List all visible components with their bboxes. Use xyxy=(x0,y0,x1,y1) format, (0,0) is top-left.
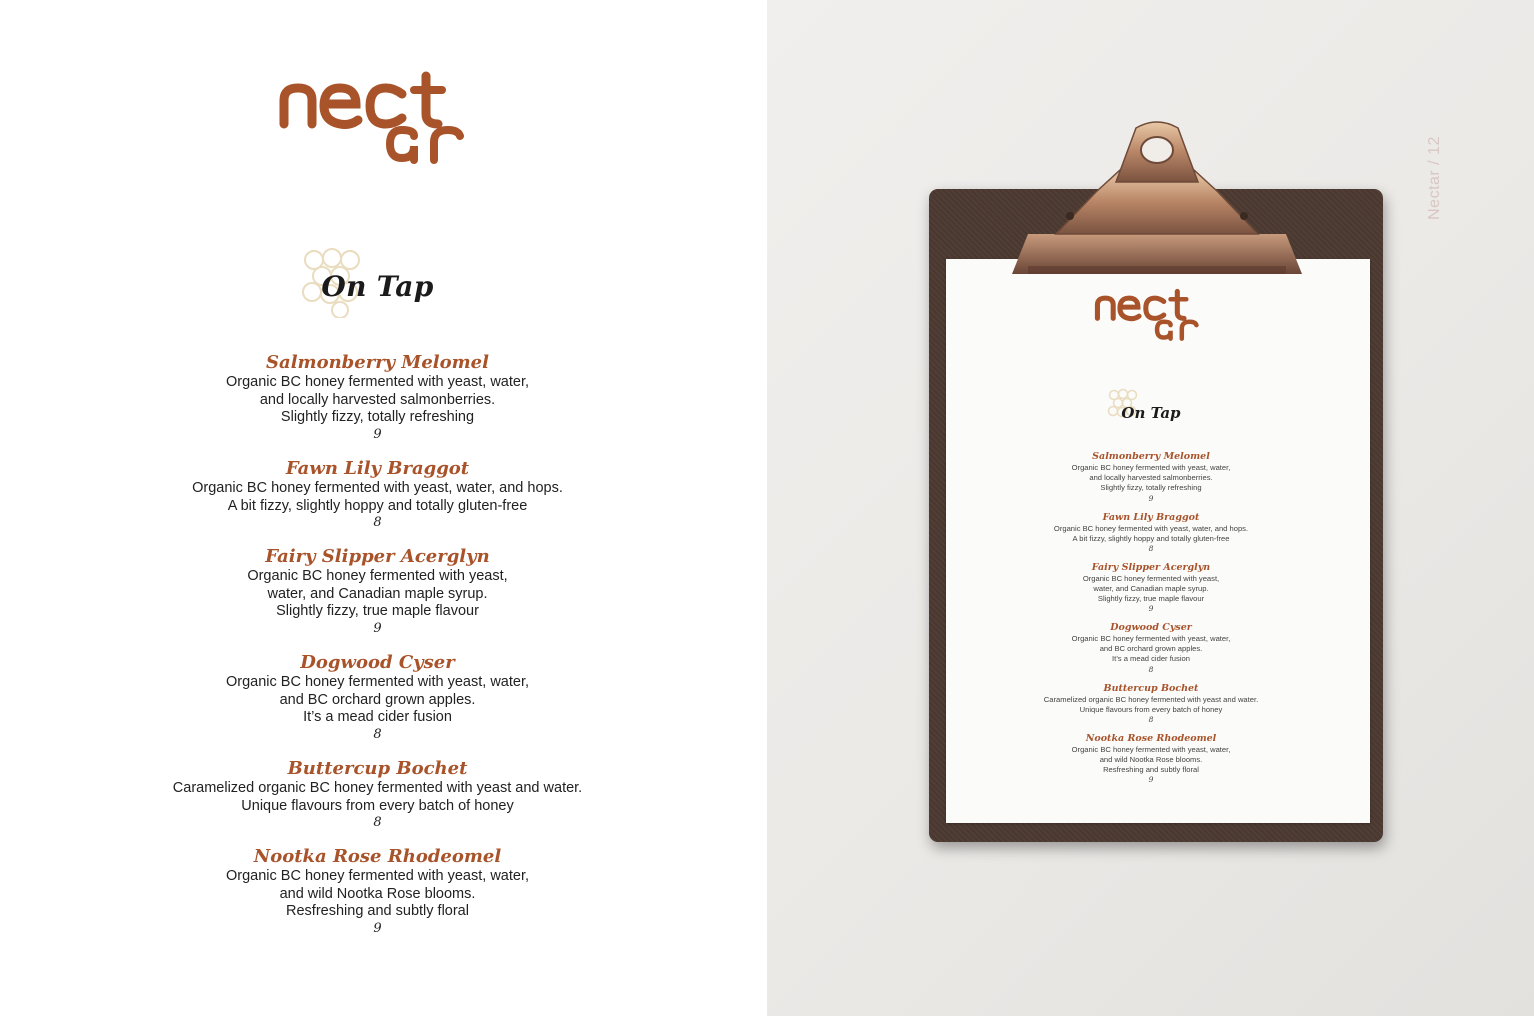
menu-item-description: Unique flavours from every batch of honey xyxy=(241,797,514,814)
menu-item-description: It’s a mead cider fusion xyxy=(303,709,452,726)
mini-menu-item-description: Unique flavours from every batch of honey xyxy=(1079,704,1223,714)
mini-menu-item xyxy=(1011,512,1291,562)
mini-menu-item-price: 8 xyxy=(1148,714,1154,724)
mini-menu-item-name: Buttercup Bochet xyxy=(1103,682,1199,694)
menu-item-name: Salmonberry Melomel xyxy=(266,352,489,373)
menu-item-description: Organic BC honey fermented with yeast, water, xyxy=(225,374,530,390)
mini-menu-item-description: Organic BC honey fermented with yeast, water, xyxy=(1071,634,1231,643)
menu-list xyxy=(0,352,755,952)
menu-item-price: 8 xyxy=(373,515,382,531)
mini-menu-item xyxy=(1011,622,1291,683)
mini-menu-item xyxy=(1011,562,1291,623)
mini-menu-item-description: Organic BC honey fermented with yeast, xyxy=(1082,573,1220,583)
page-number-label: Nectar / 12 xyxy=(1426,136,1443,220)
menu-item-name: Fairy Slipper Acerglyn xyxy=(265,546,490,567)
menu-item-description: Slightly fizzy, totally refreshing xyxy=(280,409,475,426)
mini-menu-item-description: Organic BC honey fermented with yeast, water, and hops. xyxy=(1053,523,1249,533)
menu-item-description: and wild Nootka Rose blooms. xyxy=(279,885,476,902)
mini-menu-item-price: 8 xyxy=(1148,664,1154,674)
mini-menu-item-price: 9 xyxy=(1148,493,1154,503)
mini-menu-item-description: It’s a mead cider fusion xyxy=(1112,654,1190,664)
clipboard-clip xyxy=(1008,118,1306,278)
mini-menu-item-description: Caramelized organic BC honey fermented with yeast and water. xyxy=(1043,694,1259,704)
mini-menu-item-price: 8 xyxy=(1148,543,1154,553)
menu-item xyxy=(0,846,755,952)
menu-item-description: Slightly fizzy, true maple flavour xyxy=(276,603,479,620)
menu-item-description: water, and Canadian maple syrup. xyxy=(267,585,488,602)
menu-item xyxy=(0,352,755,458)
mini-menu-item-description: and BC orchard grown apples. xyxy=(1099,644,1203,654)
mini-nectar-logo xyxy=(1092,288,1212,342)
mini-menu-item-description: and wild Nootka Rose blooms. xyxy=(1099,754,1203,764)
menu-item xyxy=(0,546,755,652)
mini-menu-item xyxy=(1011,733,1291,794)
menu-item-price: 9 xyxy=(373,620,382,636)
nectar-logo xyxy=(276,70,486,166)
page-number xyxy=(1405,128,1465,228)
mini-menu-item-description: Slightly fizzy, true maple flavour xyxy=(1097,593,1205,603)
mini-menu-item-description: Organic BC honey fermented with yeast, water, xyxy=(1071,744,1231,754)
mini-menu-item-name: Nootka Rose Rhodeomel xyxy=(1085,732,1217,744)
mini-menu-item-description: Organic BC honey fermented with yeast, water, xyxy=(1071,463,1231,472)
menu-heading: On Tap xyxy=(321,270,434,303)
menu-item-description: Organic BC honey fermented with yeast, water, and hops. xyxy=(192,480,563,496)
menu-item-name: Nootka Rose Rhodeomel xyxy=(253,846,502,867)
menu-item-description: Organic BC honey fermented with yeast, water, xyxy=(225,868,530,884)
menu-item-name: Fawn Lily Braggot xyxy=(285,458,470,479)
menu-item-description: Organic BC honey fermented with yeast, water, xyxy=(225,674,530,690)
mini-menu-item-description: Resfreshing and subtly floral xyxy=(1103,764,1199,774)
mini-menu-item-price: 9 xyxy=(1148,775,1154,785)
menu-item xyxy=(0,458,755,546)
mini-menu-item xyxy=(1011,451,1291,512)
mini-menu-item-name: Fairy Slipper Acerglyn xyxy=(1091,561,1211,573)
mini-menu-item-description: A bit fizzy, slightly hoppy and totally gluten-free xyxy=(1072,533,1230,543)
mini-menu-item-name: Dogwood Cyser xyxy=(1110,622,1192,633)
menu-item-name: Dogwood Cyser xyxy=(300,652,455,673)
menu-item-price: 9 xyxy=(373,920,382,936)
mini-menu-item-name: Fawn Lily Braggot xyxy=(1102,511,1200,523)
menu-item-price: 9 xyxy=(373,426,382,442)
mini-menu-heading: On Tap xyxy=(1121,404,1181,422)
mini-menu-item-description: and locally harvested salmonberries. xyxy=(1089,473,1213,483)
mini-menu-item xyxy=(1011,683,1291,733)
menu-item xyxy=(0,652,755,758)
menu-item xyxy=(0,758,755,846)
mini-menu-item-price: 9 xyxy=(1148,604,1154,614)
menu-item-description: and locally harvested salmonberries. xyxy=(259,391,496,408)
mini-menu-item-name: Salmonberry Melomel xyxy=(1092,451,1210,462)
menu-item-description: Caramelized organic BC honey fermented with yeast and water. xyxy=(172,780,583,796)
menu-item-price: 8 xyxy=(373,815,382,831)
menu-item-description: Resfreshing and subtly floral xyxy=(286,903,469,920)
menu-item-name: Buttercup Bochet xyxy=(287,758,468,779)
menu-item-description: A bit fizzy, slightly hoppy and totally gluten-free xyxy=(227,497,528,514)
menu-item-description: Organic BC honey fermented with yeast, xyxy=(247,568,508,584)
mini-menu-list xyxy=(1011,451,1291,793)
menu-item-price: 8 xyxy=(373,726,382,742)
menu-item-description: and BC orchard grown apples. xyxy=(279,691,476,708)
mini-menu-item-description: water, and Canadian maple syrup. xyxy=(1093,583,1209,593)
mini-menu-item-description: Slightly fizzy, totally refreshing xyxy=(1100,483,1202,493)
